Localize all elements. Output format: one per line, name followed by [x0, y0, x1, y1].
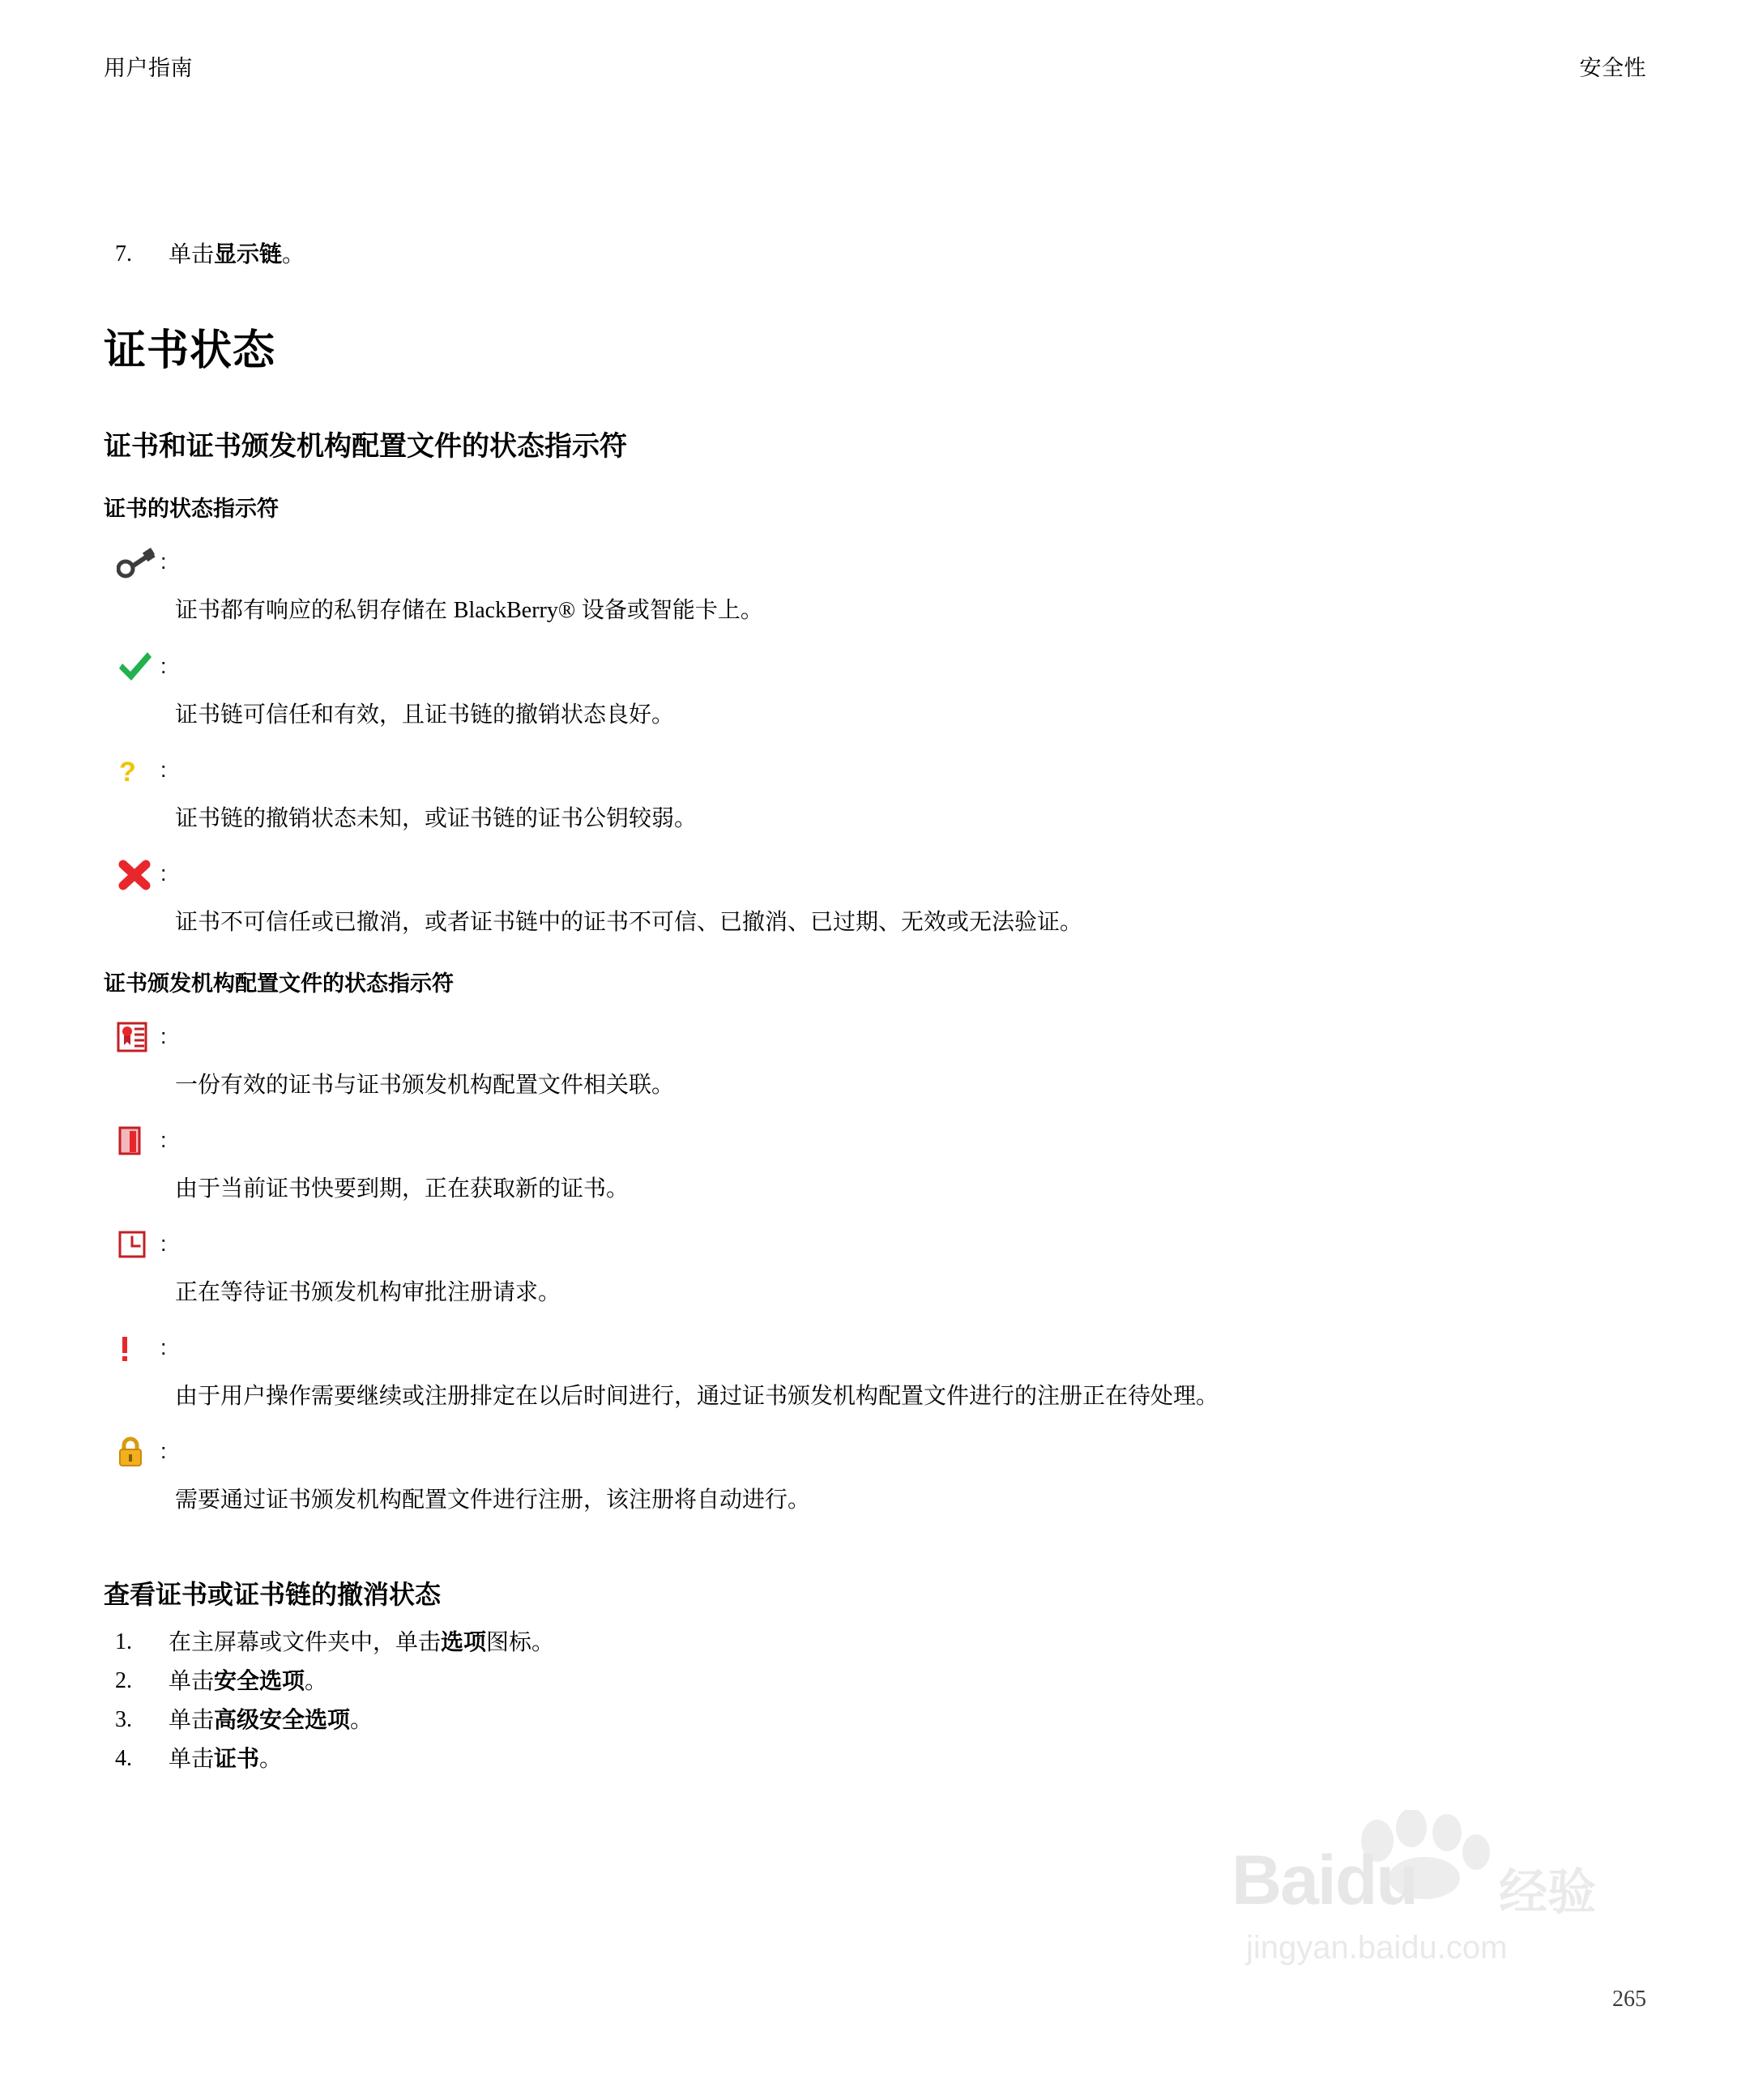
- indicator-icon-row: [104, 1122, 1646, 1161]
- step-text-bold: 安全选项: [214, 1668, 305, 1693]
- header-right: 安全性: [1579, 56, 1646, 80]
- expiring-certificate-icon: [117, 1123, 159, 1160]
- section-heading-1: 证书和证书颁发机构配置文件的状态指示符: [104, 431, 627, 462]
- page-title: 证书状态: [104, 327, 276, 374]
- indicator-colon: :: [160, 548, 167, 574]
- watermark-brand-cn: 经验: [1499, 1865, 1596, 1919]
- indicator-block-ca-auto-enroll: [104, 1433, 1646, 1516]
- indicator-description: 由于当前证书快要到期，正在获取新的证书。: [175, 1176, 630, 1201]
- indicator-block-key: [104, 544, 1646, 627]
- indicator-description: 一份有效的证书与证书颁发机构配置文件相关联。: [175, 1072, 675, 1097]
- indicator-description: 证书不可信任或已撤消，或者证书链中的证书不可信、已撤消、已过期、无效或无法验证。: [175, 909, 1083, 934]
- indicator-block-ca-valid: [104, 1018, 1646, 1101]
- list-item: [104, 1623, 1646, 1662]
- subheading-ca-indicators: 证书颁发机构配置文件的状态指示符: [104, 971, 454, 996]
- key-icon: [117, 544, 159, 582]
- step-number: 3.: [115, 1707, 132, 1732]
- step-text-suffix: 图标。: [486, 1629, 555, 1654]
- indicator-block-ca-pending-approval: [104, 1226, 1646, 1308]
- indicator-description: [104, 594, 1646, 627]
- indicator-description: 需要通过证书颁发机构配置文件进行注册，该注册将自动进行。: [175, 1487, 811, 1512]
- indicator-colon: :: [160, 860, 167, 886]
- step-number: 1.: [115, 1629, 132, 1654]
- watermark: [1231, 1816, 1653, 1995]
- step-text-suffix: 。: [350, 1707, 373, 1732]
- red-x-icon: [117, 856, 159, 894]
- indicator-block-x: [104, 856, 1646, 938]
- desc-post: 设备或智能卡上。: [575, 597, 763, 622]
- indicator-colon: :: [160, 1127, 167, 1152]
- header-left: 用户指南: [104, 56, 193, 80]
- step-text-bold: 选项: [441, 1629, 487, 1654]
- list-item: [104, 235, 1646, 274]
- paw-logo-icon: [1353, 1810, 1499, 1899]
- step-text-prefix: 单击: [169, 241, 215, 267]
- green-check-icon: [117, 649, 159, 686]
- step-text-prefix: 在主屏幕或文件夹中，单击: [169, 1629, 442, 1654]
- watermark-brand: Baidu: [1231, 1842, 1417, 1919]
- subheading-cert-indicators: 证书的状态指示符: [104, 497, 279, 521]
- list-item: [104, 1701, 1646, 1739]
- lock-icon: [117, 1434, 159, 1471]
- indicator-icon-row: [104, 648, 1646, 687]
- step-text-prefix: 单击: [169, 1707, 215, 1732]
- indicator-description: 证书链的撤销状态未知，或证书链的证书公钥较弱。: [175, 805, 698, 830]
- indicator-colon: :: [160, 653, 167, 678]
- section-heading-2: 查看证书或证书链的撤消状态: [104, 1580, 442, 1609]
- indicator-block-ca-expiring: [104, 1122, 1646, 1205]
- indicator-description: 由于用户操作需要继续或注册排定在以后时间进行，通过证书颁发机构配置文件进行的注册正在待处理。: [175, 1383, 1219, 1408]
- desc-pre: 证书都有响应的私钥存储在: [175, 597, 454, 622]
- indicator-icon-row: [104, 752, 1646, 791]
- indicator-colon: :: [160, 1231, 167, 1256]
- step-text-bold: 显示链: [214, 241, 283, 267]
- svg-text:?: ?: [119, 757, 136, 788]
- indicator-icon-row: [104, 1330, 1646, 1368]
- indicator-block-question: [104, 752, 1646, 834]
- watermark-url: jingyan.baidu.com: [1246, 1930, 1508, 1966]
- list-item: [104, 1739, 1646, 1778]
- step-number: 7.: [115, 241, 132, 267]
- indicator-icon-row: [104, 1018, 1646, 1057]
- step-text-suffix: 。: [259, 1746, 283, 1771]
- indicator-colon: :: [160, 1023, 167, 1048]
- yellow-question-icon: [117, 753, 159, 790]
- step-number: 2.: [115, 1668, 132, 1693]
- clock-pending-icon: [117, 1227, 159, 1264]
- indicator-colon: :: [160, 757, 167, 782]
- step-text-suffix: 。: [282, 241, 305, 267]
- step-number: 4.: [115, 1746, 132, 1771]
- step-text-prefix: 单击: [169, 1668, 215, 1693]
- step-text-prefix: 单击: [169, 1746, 215, 1771]
- step-list-top: [104, 235, 1646, 274]
- exclamation-icon: [117, 1330, 159, 1368]
- list-item: [104, 1662, 1646, 1701]
- indicator-icon-row: [104, 544, 1646, 583]
- brand-blackberry: BlackBerry®: [453, 598, 576, 623]
- page-number: 265: [1612, 1987, 1646, 2012]
- step-text-suffix: 。: [305, 1668, 328, 1693]
- step-text-bold: 高级安全选项: [214, 1707, 351, 1732]
- content-column: [104, 235, 1646, 1778]
- indicator-icon-row: [104, 856, 1646, 894]
- indicator-colon: :: [160, 1438, 167, 1463]
- step-text-bold: 证书: [214, 1746, 260, 1771]
- indicator-description: 证书链可信任和有效，且证书链的撤销状态良好。: [175, 702, 675, 727]
- certificate-badge-icon: [117, 1019, 159, 1056]
- indicator-block-ca-action-required: [104, 1330, 1646, 1412]
- indicator-icon-row: [104, 1226, 1646, 1265]
- indicator-block-check: [104, 648, 1646, 731]
- indicator-colon: :: [160, 1334, 167, 1359]
- step-list-bottom: [104, 1623, 1646, 1778]
- indicator-description: 正在等待证书颁发机构审批注册请求。: [175, 1279, 561, 1304]
- indicator-icon-row: [104, 1433, 1646, 1472]
